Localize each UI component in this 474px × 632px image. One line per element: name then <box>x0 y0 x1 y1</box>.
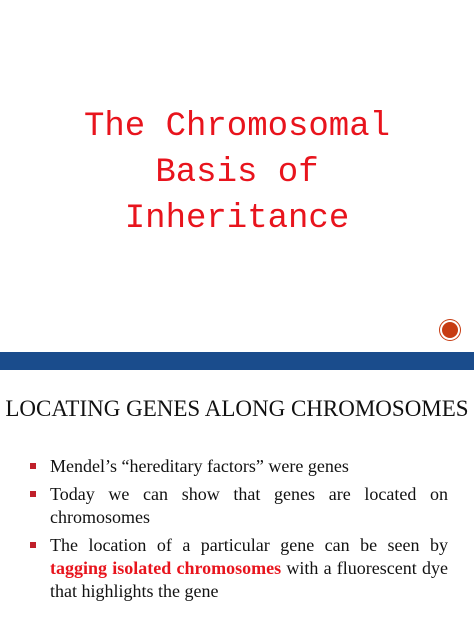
bullet-text: Mendel’s “hereditary factors” were genes <box>50 456 349 476</box>
bullet-text-after: with a fluorescent dye that highlights the gene <box>50 558 448 601</box>
bullet-text-before: The location of a particular gene can be seen by <box>50 535 448 555</box>
title-line-2: Basis of <box>155 154 319 192</box>
bullet-list <box>30 455 448 608</box>
bullet-item <box>30 455 448 478</box>
title-line-1: The Chromosomal <box>83 108 391 146</box>
section-heading: LOCATING GENES ALONG CHROMOSOMES <box>5 396 469 421</box>
slide-title <box>0 104 474 242</box>
circle-ornament-icon <box>442 322 458 338</box>
bullet-text: Today we can show that genes are located on chromosomes <box>50 484 448 527</box>
square-bullet-icon <box>30 542 36 548</box>
square-bullet-icon <box>30 463 36 469</box>
highlighted-text: tagging isolated chromosomes <box>50 558 282 578</box>
slide-divider-bar <box>0 352 474 370</box>
bullet-item <box>30 483 448 529</box>
square-bullet-icon <box>30 491 36 497</box>
title-line-3: Inheritance <box>124 200 350 238</box>
bullet-item <box>30 534 448 603</box>
